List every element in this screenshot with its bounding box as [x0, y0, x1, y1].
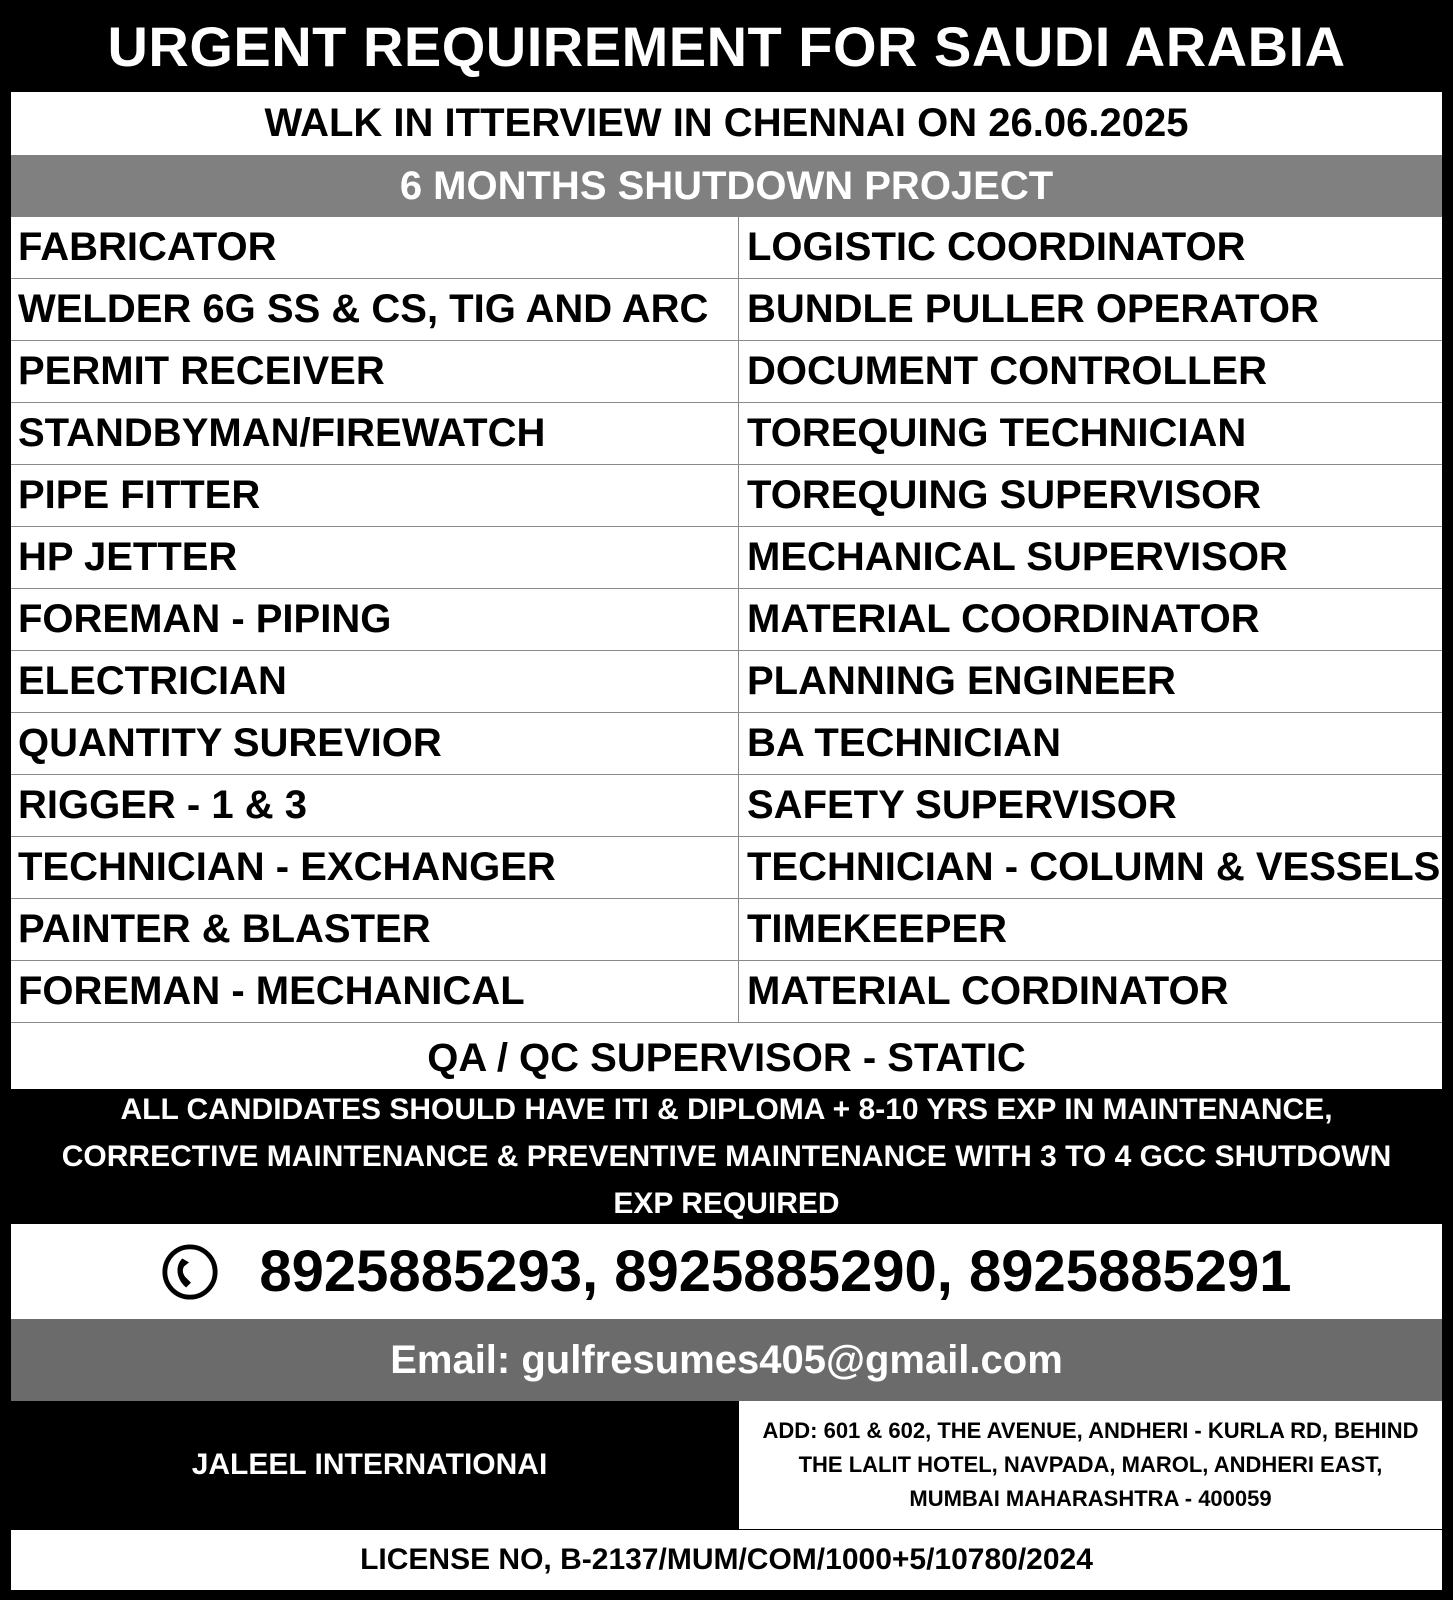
- position-right: TECHNICIAN - COLUMN & VESSELS: [747, 845, 1441, 889]
- position-left: PERMIT RECEIVER: [11, 341, 739, 402]
- positions-row: [11, 837, 1442, 899]
- position-right: TOREQUING TECHNICIAN: [747, 411, 1247, 455]
- company-address: [739, 1401, 1442, 1529]
- position-left: QUANTITY SUREVIOR: [11, 713, 739, 774]
- requirements-line: EXP REQUIRED: [613, 1187, 840, 1220]
- phone-icon: [161, 1243, 219, 1301]
- position-left: HP JETTER: [11, 527, 739, 588]
- position-right: PLANNING ENGINEER: [747, 659, 1176, 703]
- address-line: MUMBAI MAHARASHTRA - 400059: [909, 1486, 1272, 1511]
- poster-title: URGENT REQUIREMENT FOR SAUDI ARABIA: [107, 14, 1346, 78]
- address-line: ADD: 601 & 602, THE AVENUE, ANDHERI - KURLA RD, BEHIND: [762, 1418, 1419, 1443]
- positions-row: [11, 403, 1442, 465]
- position-right: MECHANICAL SUPERVISOR: [747, 535, 1288, 579]
- phone-numbers-bar: [11, 1224, 1442, 1319]
- project-banner: 6 MONTHS SHUTDOWN PROJECT: [11, 155, 1442, 217]
- positions-row: [11, 465, 1442, 527]
- requirements-line: CORRECTIVE MAINTENANCE & PREVENTIVE MAINTENANCE WITH 3 TO 4 GCC SHUTDOWN: [61, 1140, 1392, 1173]
- extra-position: QA / QC SUPERVISOR - STATIC: [11, 1027, 1442, 1089]
- email-bar: Email: gulfresumes405@gmail.com: [11, 1319, 1442, 1401]
- license-number: LICENSE NO, B-2137/MUM/COM/1000+5/10780/2024: [11, 1530, 1442, 1590]
- requirements-block: [0, 1089, 1453, 1224]
- requirements-line: ALL CANDIDATES SHOULD HAVE ITI & DIPLOMA + 8-10 YRS EXP IN MAINTENANCE,: [120, 1093, 1333, 1126]
- position-right: SAFETY SUPERVISOR: [747, 783, 1177, 827]
- position-left: ELECTRICIAN: [11, 651, 739, 712]
- position-left: STANDBYMAN/FIREWATCH: [11, 403, 739, 464]
- positions-row: [11, 341, 1442, 403]
- position-right: TOREQUING SUPERVISOR: [747, 473, 1262, 517]
- address-line: THE LALIT HOTEL, NAVPADA, MAROL, ANDHERI EAST,: [798, 1452, 1383, 1477]
- position-left: FOREMAN - MECHANICAL: [11, 961, 739, 1022]
- phone-numbers: 8925885293, 8925885290, 8925885291: [259, 1239, 1292, 1304]
- company-name: JALEEL INTERNATIONAI: [0, 1401, 739, 1529]
- positions-row: [11, 527, 1442, 589]
- positions-table: [11, 217, 1442, 1027]
- positions-row: [11, 713, 1442, 775]
- position-right: MATERIAL CORDINATOR: [747, 969, 1229, 1013]
- positions-row: [11, 589, 1442, 651]
- position-left: RIGGER - 1 & 3: [11, 775, 739, 836]
- positions-row: [11, 279, 1442, 341]
- position-right: TIMEKEEPER: [747, 907, 1008, 951]
- position-right: MATERIAL COORDINATOR: [747, 597, 1260, 641]
- position-right: DOCUMENT CONTROLLER: [747, 349, 1267, 393]
- position-right: BA TECHNICIAN: [747, 721, 1062, 765]
- position-right: BUNDLE PULLER OPERATOR: [747, 287, 1319, 331]
- position-left: TECHNICIAN - EXCHANGER: [11, 837, 739, 898]
- walkin-interview-banner: WALK IN ITTERVIEW IN CHENNAI ON 26.06.2025: [11, 92, 1442, 155]
- positions-row: [11, 217, 1442, 279]
- position-left: FABRICATOR: [11, 217, 739, 278]
- positions-row: [11, 775, 1442, 837]
- positions-row: [11, 651, 1442, 713]
- position-left: PAINTER & BLASTER: [11, 899, 739, 960]
- positions-row: [11, 899, 1442, 961]
- position-left: PIPE FITTER: [11, 465, 739, 526]
- position-left: FOREMAN - PIPING: [11, 589, 739, 650]
- position-right: LOGISTIC COORDINATOR: [747, 225, 1246, 269]
- position-left: WELDER 6G SS & CS, TIG AND ARC: [11, 279, 739, 340]
- positions-row: [11, 961, 1442, 1023]
